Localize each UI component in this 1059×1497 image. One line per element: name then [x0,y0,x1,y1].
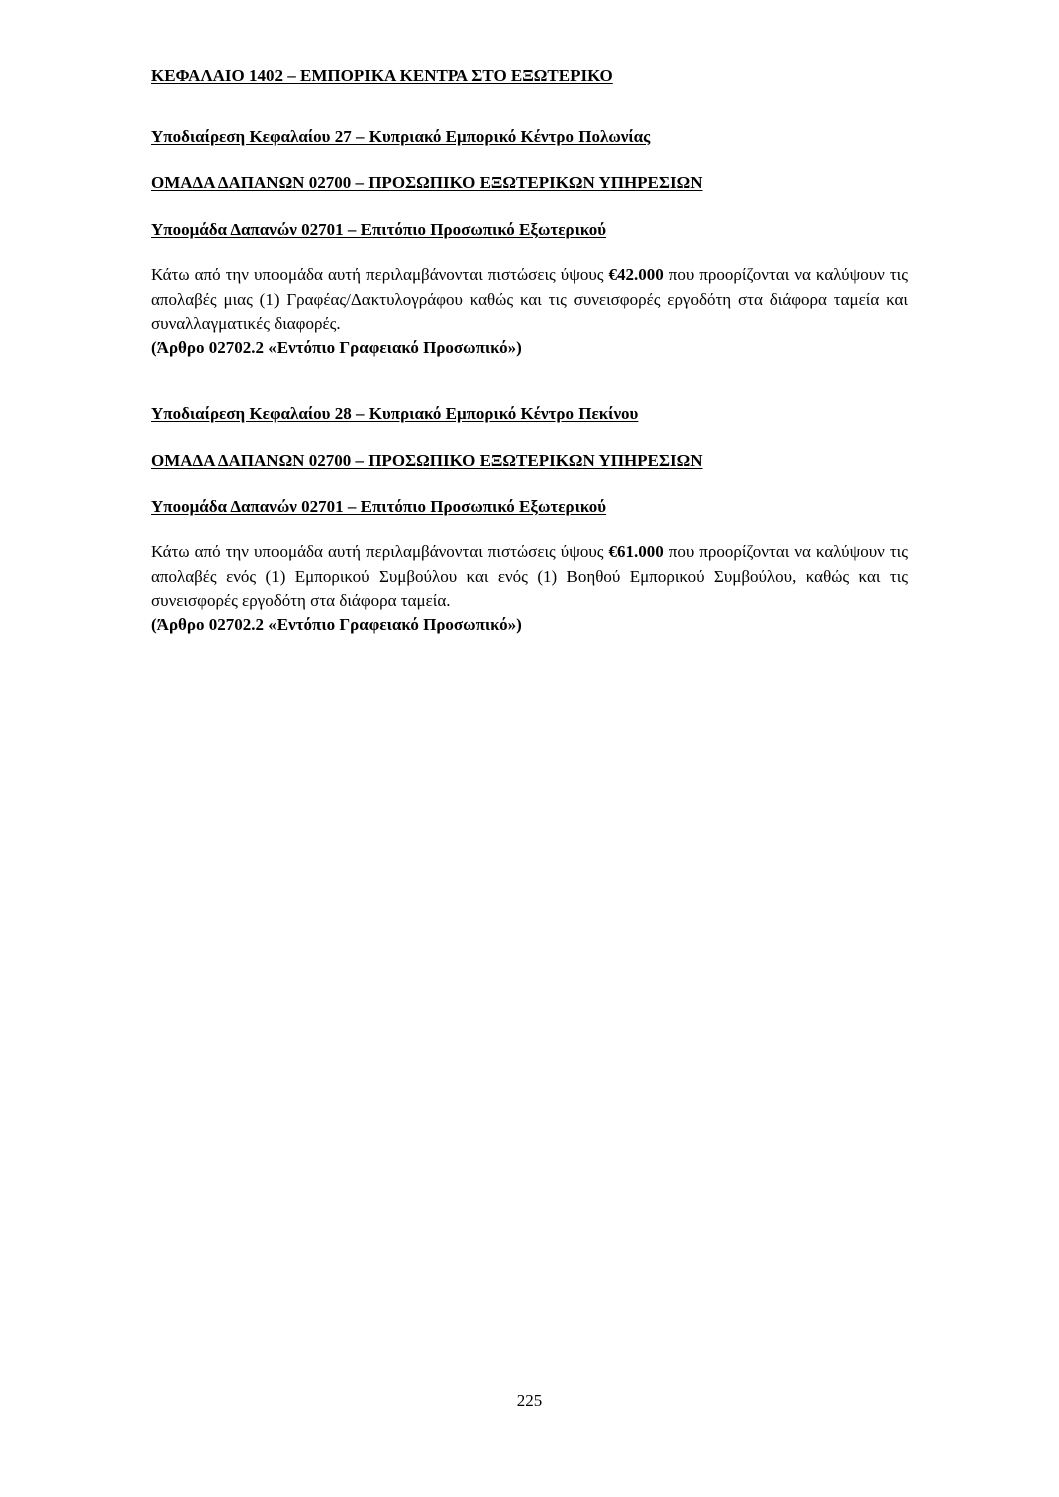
section-1-expense-subgroup-heading: Υποομάδα Δαπανών 02701 – Επιτόπιο Προσωπικό Εξωτερικού [151,220,607,239]
section-1-expense-group-heading: ΟΜΑΔΑ ΔΑΠΑΝΩΝ 02700 – ΠΡΟΣΩΠΙΚΟ ΕΞΩΤΕΡΙΚΩΝ ΥΠΗΡΕΣΙΩΝ [151,173,703,192]
section-1-article-reference: (Άρθρο 02702.2 «Εντόπιο Γραφειακό Προσωπικό») [151,338,522,357]
section-1-body-after: που προορίζονται να καλύψουν τις απολαβές μιας (1) Γραφέας/Δακτυλογράφου καθώς και τις συνεισφορές εργοδότη στα διάφορα ταμεία και συναλλαγματικές διαφορές. [151,265,908,333]
section-1-body-before: Κάτω από την υποομάδα αυτή περιλαμβάνονται πιστώσεις ύψους [151,265,609,284]
section-1-amount: €42.000 [608,265,664,284]
section-2-expense-group-heading: ΟΜΑΔΑ ΔΑΠΑΝΩΝ 02700 – ΠΡΟΣΩΠΙΚΟ ΕΞΩΤΕΡΙΚΩΝ ΥΠΗΡΕΣΙΩΝ [151,451,703,470]
section-2-subdivision-heading: Υποδιαίρεση Κεφαλαίου 28 – Κυπριακό Εμπορικό Κέντρο Πεκίνου [151,404,639,423]
section-2-article-reference: (Άρθρο 02702.2 «Εντόπιο Γραφειακό Προσωπικό») [151,615,522,634]
section-2-body-before: Κάτω από την υποομάδα αυτή περιλαμβάνονται πιστώσεις ύψους [151,542,609,561]
page-number: 225 [516,1391,543,1410]
section-2-body-after: που προορίζονται να καλύψουν τις απολαβές ενός (1) Εμπορικού Συμβούλου και ενός (1) Βοηθού Εμπορικού Συμβούλου, καθώς και τις συνεισφορές εργοδότη στα διάφορα ταμεία. [151,542,908,610]
section-2-expense-subgroup-heading: Υποομάδα Δαπανών 02701 – Επιτόπιο Προσωπικό Εξωτερικού [151,497,607,516]
chapter-title: ΚΕΦΑΛΑΙΟ 1402 – ΕΜΠΟΡΙΚΑ ΚΕΝΤΡΑ ΣΤΟ ΕΞΩΤΕΡΙΚΟ [151,66,613,85]
section-1-subdivision-heading: Υποδιαίρεση Κεφαλαίου 27 – Κυπριακό Εμπορικό Κέντρο Πολωνίας [151,127,651,146]
section-2-body-paragraph [151,540,908,614]
section-2-amount: €61.000 [608,542,664,561]
section-1-body-paragraph [151,263,908,337]
